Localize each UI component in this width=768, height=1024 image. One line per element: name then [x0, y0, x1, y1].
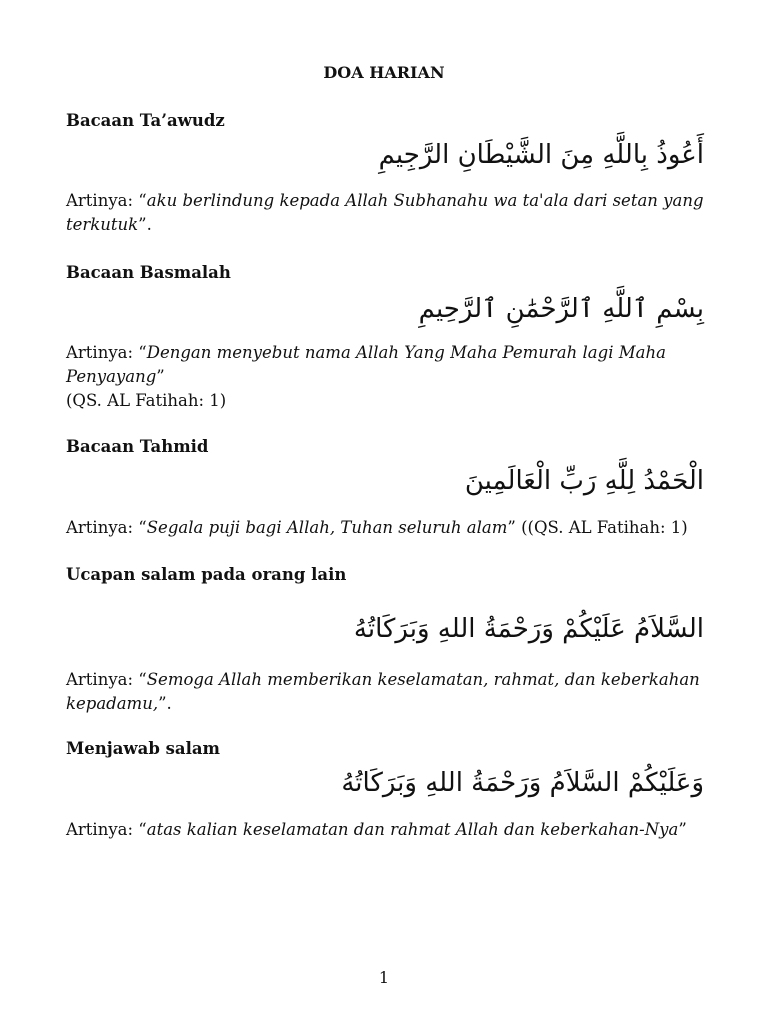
meaning-suffix: ”.: [158, 694, 172, 713]
meaning-tahmid: [66, 516, 706, 540]
meaning-salam: [66, 668, 706, 716]
meaning-reference: (QS. AL Fatihah: 1): [66, 391, 227, 410]
meaning-prefix: Artinya: “: [66, 518, 147, 537]
meaning-basmalah: [66, 341, 706, 413]
arabic-text-jawab-salam: وَعَلَيْكُمْ السَّلاَمُ وَرَحْمَةُ اللهِ وَبَرَكَاتُهُ: [341, 768, 704, 798]
section-heading-salam: Ucapan salam pada orang lain: [66, 565, 347, 584]
meaning-text: Semoga Allah memberikan keselamatan, rahmat, dan keberkahan kepadamu,: [66, 670, 700, 713]
meaning-suffix: ” ((QS. AL Fatihah: 1): [507, 518, 688, 537]
meaning-text: Dengan menyebut nama Allah Yang Maha Pemurah lagi Maha Penyayang: [66, 343, 666, 386]
meaning-prefix: Artinya: “: [66, 820, 147, 839]
meaning-text: Segala puji bagi Allah, Tuhan seluruh alam: [146, 518, 508, 537]
arabic-text-basmalah: بِسْمِ ٱللَّهِ ٱلرَّحْمَٰنِ ٱلرَّحِيمِ: [418, 294, 704, 324]
section-heading-taawudz: Bacaan Ta’awudz: [66, 111, 225, 130]
meaning-suffix: ”.: [138, 215, 152, 234]
meaning-suffix: ”: [156, 367, 165, 386]
meaning-text: atas kalian keselamatan dan rahmat Allah dan keberkahan-Nya: [146, 820, 679, 839]
page-title: DOA HARIAN: [323, 63, 445, 82]
section-heading-basmalah: Bacaan Basmalah: [66, 263, 231, 282]
meaning-suffix: ”: [678, 820, 687, 839]
section-heading-jawab-salam: Menjawab salam: [66, 739, 220, 758]
page-number: 1: [378, 968, 390, 987]
meaning-prefix: Artinya: “: [66, 191, 147, 210]
meaning-prefix: Artinya: “: [66, 343, 147, 362]
meaning-taawudz: [66, 189, 706, 237]
arabic-text-salam: السَّلاَمُ عَلَيْكُمْ وَرَحْمَةُ اللهِ وَبَرَكَاتُهُ: [353, 614, 704, 644]
arabic-text-taawudz: أَعُوذُ بِاللَّهِ مِنَ الشَّيْطَانِ الرَّجِيمِ: [378, 140, 704, 170]
meaning-text: aku berlindung kepada Allah Subhanahu wa ta'ala dari setan yang terkutuk: [66, 191, 704, 234]
meaning-prefix: Artinya: “: [66, 670, 147, 689]
section-heading-tahmid: Bacaan Tahmid: [66, 437, 209, 456]
arabic-text-tahmid: الْحَمْدُ لِلَّهِ رَبِّ الْعَالَمِينَ: [464, 466, 704, 496]
meaning-jawab-salam: [66, 818, 706, 842]
